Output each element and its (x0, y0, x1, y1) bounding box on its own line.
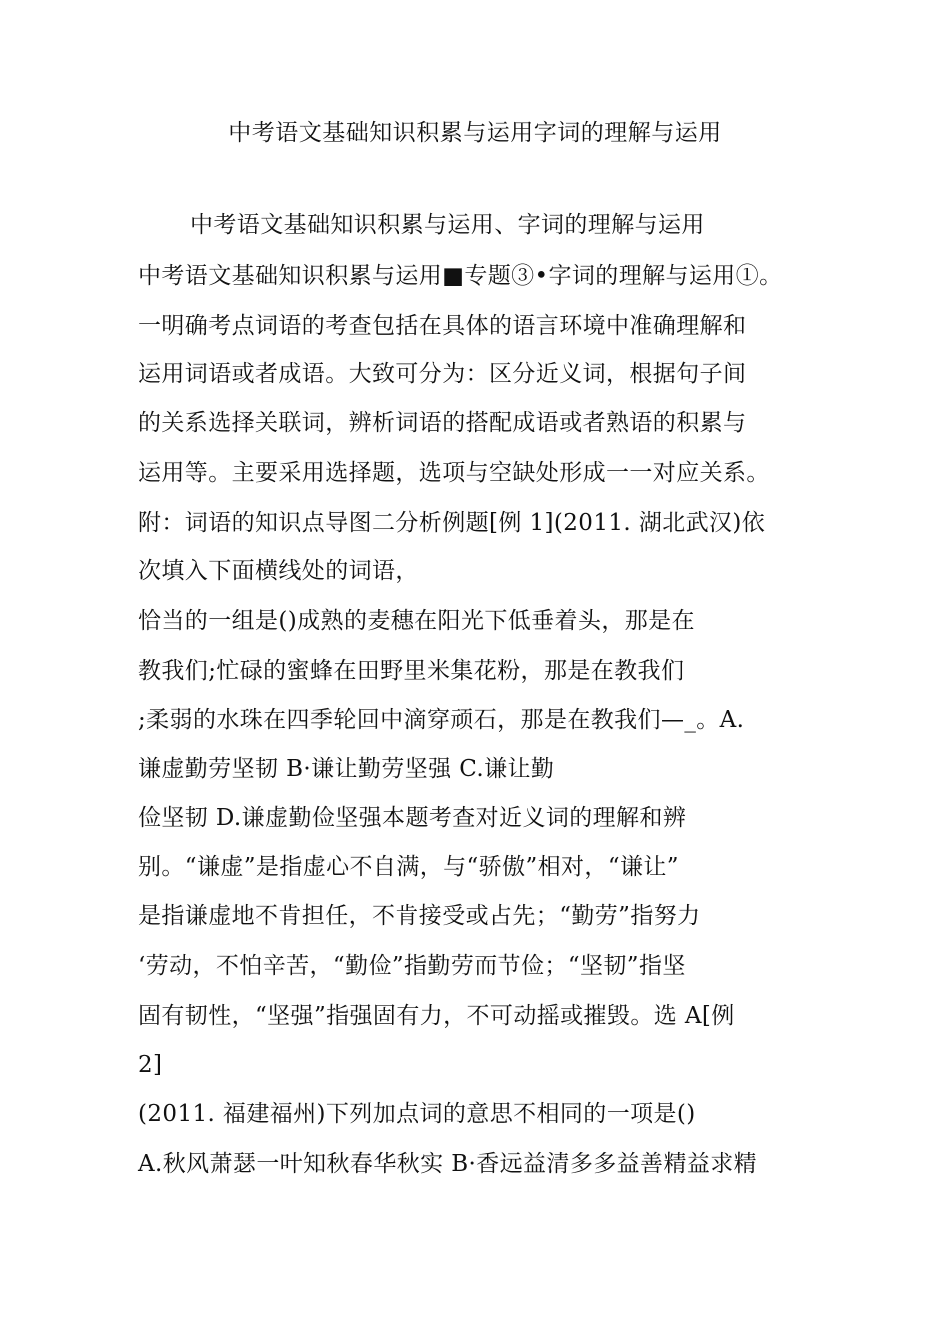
text-line: 谦虚勤劳坚韧 B·谦让勤劳坚强 C.谦让勤 (138, 756, 555, 782)
text-line: 次填入下面横线处的词语， (138, 558, 419, 584)
text-line: 的关系选择关联词，辨析词语的搭配成语或者熟语的积累与 (138, 410, 747, 436)
text-line: 是指谦虚地不肯担任，不肯接受或占先；“勤劳”指努力 (138, 903, 701, 929)
text-line: 运用等。主要采用选择题，选项与空缺处形成一一对应关系。 (138, 460, 770, 486)
text-line: 2] (138, 1052, 163, 1078)
text-line: 别。“谦虚”是指虚心不自满，与“骄傲”相对，“谦让” (138, 854, 679, 880)
text-line: ‘劳动，不怕辛苦，“勤俭”指勤劳而节俭；“坚韧”指坚 (138, 953, 686, 979)
text-line: (2011. 福建福州)下列加点词的意思不相同的一项是() (138, 1101, 696, 1127)
text-line: 附：词语的知识点导图二分析例题[例 1](2011. 湖北武汉)依 (138, 510, 766, 536)
text-line: 教我们;忙碌的蜜蜂在田野里米集花粉，那是在教我们 (138, 658, 685, 684)
page-title: 中考语文基础知识积累与运用字词的理解与运用 (228, 120, 722, 146)
text-line: 运用词语或者成语。大致可分为：区分近义词，根据句子间 (138, 361, 747, 387)
text-line: 俭坚韧 D.谦虚勤俭坚强本题考查对近义词的理解和辨 (138, 805, 687, 831)
text-line: 中考语文基础知识积累与运用■专题③•字词的理解与运用①。 (138, 263, 783, 289)
text-line: 固有韧性，“坚强”指强固有力，不可动摇或摧毁。选 A[例 (138, 1003, 735, 1029)
text-line: ;柔弱的水珠在四季轮回中滴穿顽石，那是在教我们—_。A. (138, 707, 745, 733)
text-line: 中考语文基础知识积累与运用、字词的理解与运用 (190, 212, 705, 238)
text-line: 恰当的一组是()成熟的麦穗在阳光下低垂着头，那是在 (138, 608, 695, 634)
text-line: A.秋风萧瑟一叶知秋春华秋实 B·香远益清多多益善精益求精 (138, 1151, 758, 1177)
text-line: 一明确考点词语的考查包括在具体的语言环境中准确理解和 (138, 313, 747, 339)
